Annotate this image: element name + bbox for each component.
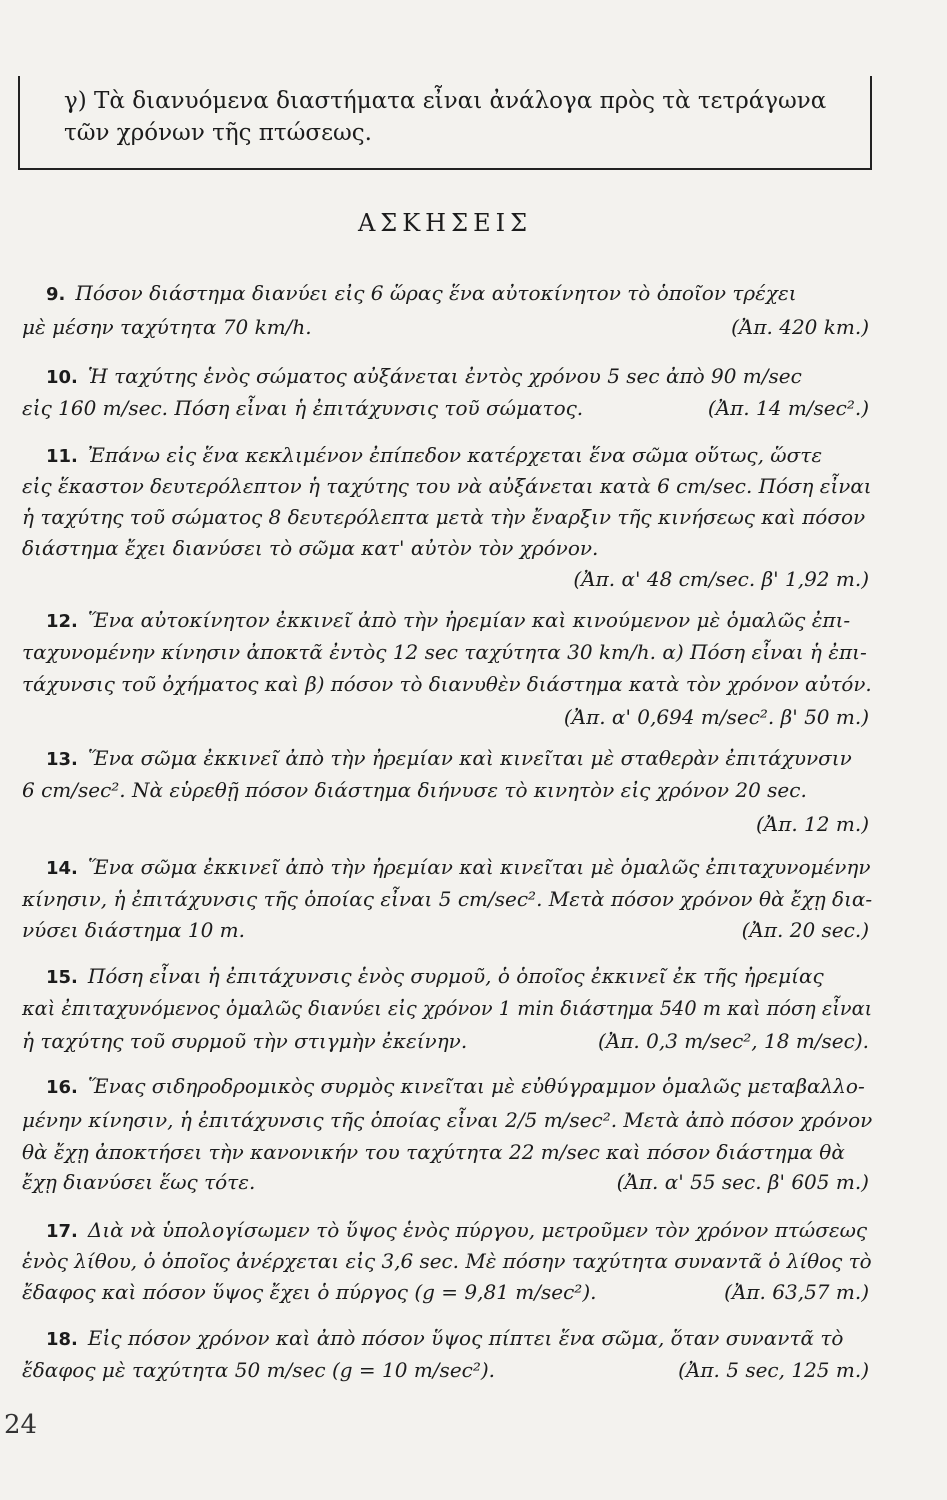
exercise-answer: (Ἀπ. 20 sec.) [741, 918, 869, 942]
exercise-line: εἰς ἕκαστον δευτερόλεπτον ἡ ταχύτης του νὰ αὐξάνεται κατὰ 6 cm/sec. Πόση εἶναι [22, 474, 872, 498]
exercise-line: 9. Πόσον διάστημα διανύει εἰς 6 ὥρας ἕνα αὐτοκίνητον τὸ ὁποῖον τρέχει [46, 281, 797, 305]
exercise-line: ταχυνομένην κίνησιν ἀποκτᾶ ἐντὸς 12 sec ταχύτητα 30 km/h. α) Πόση εἶναι ἡ ἐπι- [22, 640, 867, 664]
exercise-line: κίνησιν, ἡ ἐπιτάχυνσις τῆς ὁποίας εἶναι 5 cm/sec². Μετὰ πόσον χρόνον θὰ ἔχῃ δια- [22, 887, 873, 911]
exercise-line: 17. Διὰ νὰ ὑπολογίσωμεν τὸ ὕψος ἑνὸς πύργου, μετροῦμεν τὸν χρόνον πτώσεως [46, 1218, 868, 1242]
exercise-number: 14. [46, 858, 78, 879]
exercise-line: τάχυνσις τοῦ ὀχήματος καὶ β) πόσον τὸ διανυθὲν διάστημα κατὰ τὸν χρόνον αὐτόν. [22, 672, 872, 696]
exercise-answer: (Ἀπ. α' 0,694 m/sec². β' 50 m.) [563, 705, 869, 729]
exercise-line: ἔδαφος μὲ ταχύτητα 50 m/sec (g = 10 m/sec²). [22, 1358, 496, 1382]
exercise-answer: (Ἀπ. 420 km.) [731, 315, 869, 339]
exercise-line: 18. Εἰς πόσον χρόνον καὶ ἀπὸ πόσον ὕψος πίπτει ἕνα σῶμα, ὅταν συναντᾶ τὸ [46, 1326, 844, 1350]
exercise-line: 10. Ἡ ταχύτης ἑνὸς σώματος αὐξάνεται ἐντὸς χρόνου 5 sec ἀπὸ 90 m/sec [46, 364, 802, 388]
exercise-line: εἰς 160 m/sec. Πόση εἶναι ἡ ἐπιτάχυνσις τοῦ σώματος. [22, 396, 584, 420]
exercise-line: ἡ ταχύτης τοῦ συρμοῦ τὴν στιγμὴν ἐκείνην. [22, 1029, 468, 1053]
exercise-number: 13. [46, 749, 78, 770]
exercise-line: 6 cm/sec². Νὰ εὑρεθῇ πόσον διάστημα διήνυσε τὸ κινητὸν εἰς χρόνον 20 sec. [22, 778, 807, 802]
exercise-answer: (Ἀπ. 63,57 m.) [724, 1280, 869, 1304]
exercise-number: 12. [46, 611, 78, 632]
exercise-line: διάστημα ἔχει διανύσει τὸ σῶμα κατ' αὐτὸν τὸν χρόνον. [22, 536, 599, 560]
exercise-answer: (Ἀπ. 14 m/sec².) [707, 396, 869, 420]
exercise-number: 9. [46, 284, 66, 305]
exercise-line: 11. Ἐπάνω εἰς ἕνα κεκλιμένον ἐπίπεδον κατέρχεται ἕνα σῶμα οὕτως, ὥστε [46, 443, 823, 467]
exercise-number: 17. [46, 1221, 78, 1242]
exercise-line: καὶ ἐπιταχυνόμενος ὁμαλῶς διανύει εἰς χρόνον 1 min διάστημα 540 m καὶ πόση εἶναι [22, 996, 873, 1020]
exercise-line: 15. Πόση εἶναι ἡ ἐπιτάχυνσις ἑνὸς συρμοῦ, ὁ ὁποῖος ἐκκινεῖ ἐκ τῆς ἠρεμίας [46, 964, 824, 988]
exercise-answer: (Ἀπ. 0,3 m/sec², 18 m/sec). [598, 1029, 869, 1053]
exercise-number: 15. [46, 967, 78, 988]
exercise-line: 12. Ἕνα αὐτοκίνητον ἐκκινεῖ ἀπὸ τὴν ἠρεμίαν καὶ κινούμενον μὲ ὁμαλῶς ἐπι- [46, 608, 851, 632]
exercise-answer: (Ἀπ. α' 48 cm/sec. β' 1,92 m.) [573, 567, 869, 591]
page-number: 24 [4, 1410, 38, 1440]
exercise-line: 16. Ἕνας σιδηροδρομικὸς συρμὸς κινεῖται μὲ εὐθύγραμμον ὁμαλῶς μεταβαλλο- [46, 1074, 865, 1098]
exercise-line: μένην κίνησιν, ἡ ἐπιτάχυνσις τῆς ὁποίας εἶναι 2/5 m/sec². Μετὰ ἀπὸ πόσον χρόνον [22, 1108, 873, 1132]
exercise-number: 10. [46, 367, 78, 388]
exercise-answer: (Ἀπ. α' 55 sec. β' 605 m.) [616, 1170, 869, 1194]
exercise-line: ἔχῃ διανύσει ἕως τότε. [22, 1170, 256, 1194]
exercise-line: θὰ ἔχῃ ἀποκτήσει τὴν κανονικήν του ταχύτητα 22 m/sec καὶ πόσον διάστημα θὰ [22, 1140, 845, 1164]
statement-line-2: τῶν χρόνων τῆς πτώσεως. [64, 120, 372, 146]
exercise-number: 11. [46, 446, 78, 467]
exercise-number: 18. [46, 1329, 78, 1350]
exercise-answer: (Ἀπ. 5 sec, 125 m.) [678, 1358, 869, 1382]
exercise-number: 16. [46, 1077, 78, 1098]
exercise-line: ἔδαφος καὶ πόσον ὕψος ἔχει ὁ πύργος (g = 9,81 m/sec²). [22, 1280, 597, 1304]
exercise-line: ἑνὸς λίθου, ὁ ὁποῖος ἀνέρχεται εἰς 3,6 sec. Μὲ πόσην ταχύτητα συναντᾶ ὁ λίθος τὸ [22, 1249, 872, 1273]
exercise-line: νύσει διάστημα 10 m. [22, 918, 245, 942]
statement-line-1: γ) Τὰ διανυόμενα διαστήματα εἶναι ἀνάλογα πρὸς τὰ τετράγωνα [64, 88, 827, 114]
exercise-line: 14. Ἕνα σῶμα ἐκκινεῖ ἀπὸ τὴν ἠρεμίαν καὶ κινεῖται μὲ ὁμαλῶς ἐπιταχυνομένην [46, 855, 871, 879]
exercise-line: 13. Ἕνα σῶμα ἐκκινεῖ ἀπὸ τὴν ἠρεμίαν καὶ κινεῖται μὲ σταθερὰν ἐπιτάχυνσιν [46, 746, 852, 770]
section-title: ΑΣΚΗΣΕΙΣ [357, 209, 533, 237]
exercise-answer: (Ἀπ. 12 m.) [755, 812, 869, 836]
highlighted-statement-box [18, 76, 872, 170]
exercise-line: μὲ μέσην ταχύτητα 70 km/h. [22, 315, 312, 339]
exercise-line: ἡ ταχύτης τοῦ σώματος 8 δευτερόλεπτα μετὰ τὴν ἔναρξιν τῆς κινήσεως καὶ πόσον [22, 505, 866, 529]
